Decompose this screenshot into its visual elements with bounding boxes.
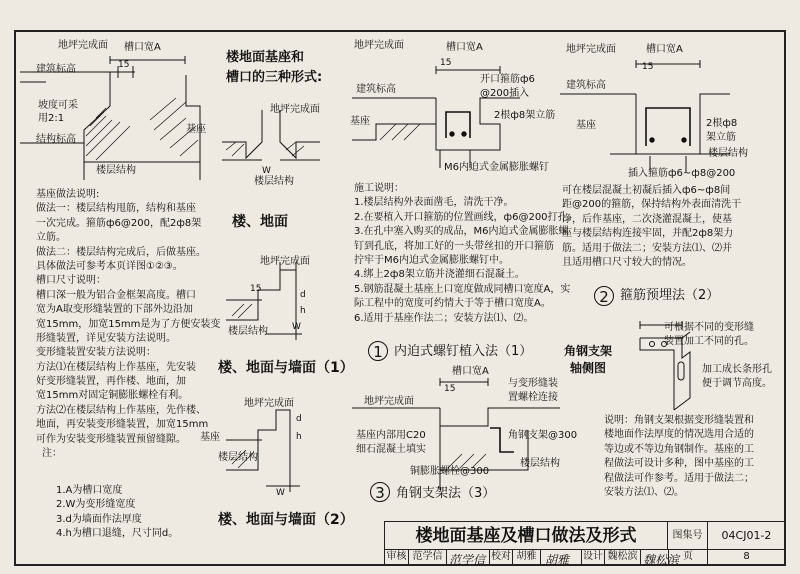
heading-line1: 楼地面基座和 [226, 50, 305, 65]
angle-desc-line: 程做法可作参考。适用于做法二； [604, 472, 754, 484]
checker-signature: 胡雅 [545, 553, 570, 567]
construction-title: 施工说明： [354, 183, 404, 194]
detail2-desc-line: 座与楼层结构连接牢固，并配2ф8架力 [562, 228, 734, 240]
wall2-label-structure: 楼层结构 [218, 452, 258, 463]
detail2-desc-line: 筋。适用于做法二；安装方法⑴、⑵并 [562, 242, 732, 254]
detail2-number: 2 [594, 286, 614, 306]
d2-label-insert: 插入箍筋ф6~ф8@200 [628, 168, 736, 179]
base-note-line: 可作为安装变形缝装置预留缝隙。 [36, 433, 186, 445]
base-note-line: 做法一：楼层结构甩筋，结构和基座 [36, 203, 196, 215]
note-item: 2.W为变形缝宽度 [56, 499, 136, 511]
check-label: 校对 [489, 550, 513, 566]
angle-desc-line: 说明：角钢支架根据变形缝装置和 [604, 415, 754, 426]
construction-line: 钉到孔底，将加工好的一头带丝扣的开口箍筋 [354, 240, 554, 252]
wall2-dim-d: d [296, 414, 302, 424]
d3-label-connect2: 置螺栓连接 [508, 392, 558, 403]
floor-label-surface: 地坪完成面 [270, 104, 320, 115]
angle-desc-line: 程做法可设计多种，图中基座的工 [604, 458, 754, 470]
drawing-title: 楼地面基座及槽口做法及形式 [385, 522, 668, 550]
base-note-line: 立筋。 [36, 232, 66, 244]
page-number: 8 [743, 551, 750, 562]
base-note-line: 基座做法说明: [36, 189, 100, 200]
detail2-desc-line: 净，后作基座，二次浇灌混凝土，使基 [562, 213, 732, 225]
note-item: 3.d为墙面作法厚度 [56, 513, 142, 525]
base-note-line: 变形缝装置安装方法说明： [36, 347, 156, 359]
left-label-building-elev: 建筑标高 [36, 64, 76, 75]
construction-line: 1.楼层结构外表面凿毛，清洗干净。 [354, 197, 514, 209]
detail3-number: 3 [370, 482, 390, 502]
left-label-base: 基座 [186, 124, 206, 135]
d2-label-15: 15 [642, 62, 654, 72]
angle-title2: 轴侧图 [570, 361, 607, 375]
d1-label-15: 15 [440, 58, 452, 68]
wall2-drawing [226, 410, 300, 492]
construction-line: 3.在孔中塞入购买的成品，M6内迫式金属膨胀螺 [354, 226, 569, 238]
base-note-line: 宽15mm对固定铜膨胀螺栓有利。 [36, 390, 189, 402]
wall1-dim-15: 15 [250, 284, 262, 294]
construction-notes [354, 182, 578, 326]
angle-desc-line: 安装方法⑴、⑵。 [604, 486, 684, 498]
wall1-label-structure: 楼层结构 [228, 326, 268, 337]
detail2-desc-line: 可在楼层混凝土初凝后插入ф6~ф8间 [562, 185, 731, 196]
base-notes-list [56, 484, 178, 542]
wall2-label-surface: 地坪完成面 [244, 398, 294, 409]
d3-label-connect1: 与变形缝装 [508, 378, 558, 389]
left-label-15: 15 [118, 60, 130, 70]
floor-label-structure: 楼层结构 [254, 176, 294, 187]
checker-name: 胡雅 [513, 550, 541, 566]
atlas-label: 图集号 [668, 522, 708, 550]
wall1-dim-d: d [300, 290, 306, 300]
title-block [384, 521, 784, 565]
caption-wall2: 楼、地面与墙面（2） [218, 512, 354, 528]
d3-label-base-c20b: 细石混凝土填实 [356, 444, 426, 455]
d3-label-15: 15 [444, 384, 456, 394]
d3-label-angle: 角钢支架@300 [508, 430, 578, 441]
caption-wall1: 楼、地面与墙面（1） [218, 360, 354, 376]
caption-floor: 楼、地面 [232, 214, 288, 230]
floor-label-w: W [262, 166, 271, 176]
detail2-desc-line: 且适用槽口尺寸较大的情况。 [562, 256, 692, 268]
note-item: 4.h为槽口退缝，尺寸同d。 [56, 528, 179, 540]
wall1-dim-w: W [292, 322, 301, 332]
design-label: 设计 [581, 550, 605, 566]
detail2-desc-line: 距@200的箍筋，保持结构外表面清洗干 [562, 199, 742, 211]
base-note-line: 具体做法可参考本页详图①②③。 [36, 260, 183, 272]
left-label-slope2: 用2:1 [38, 113, 65, 124]
angle-title1: 角钢支架 [564, 344, 613, 358]
left-label-slope: 坡度可采 [38, 100, 78, 111]
angle-desc-line: 等边或不等边角钢制作。基座的工 [604, 443, 754, 455]
wall2-label-base: 基座 [200, 432, 220, 443]
note-item: 1.A为槽口宽度 [56, 485, 123, 496]
d1-label-stirrup: 开口箍筋ф6 [480, 74, 535, 85]
base-notes [36, 188, 220, 461]
page-label: 页 [668, 550, 708, 566]
base-note-line: 做法二：楼层结构完成后，后做基座。 [36, 246, 206, 258]
base-note-line: 方法⑴在楼层结构上作基座，先安装 [36, 361, 196, 373]
d2-label-building-elev: 建筑标高 [566, 80, 606, 91]
d3-label-bolt: 铜膨胀螺栓@300 [410, 466, 490, 477]
detail3-caption: 角钢支架法（3） [396, 486, 496, 501]
angle-note-slot1: 加工成长条形孔 [702, 364, 772, 375]
detail1-caption: 内迫式螺钉植入法（1） [394, 344, 533, 359]
d1-label-rebar: 2根ф8架立筋 [494, 110, 556, 121]
wall2-dim-h: h [296, 432, 302, 442]
d3-label-slot-width: 槽口宽A [452, 366, 489, 377]
angle-note-holes2: 装置加工不同的孔。 [664, 336, 754, 347]
construction-line: 4.绑上2ф8架立筋并浇灌细石混凝土。 [354, 269, 525, 281]
d1-label-base: 基座 [350, 116, 370, 127]
d2-label-rebar1: 2根ф8 [706, 118, 738, 129]
angle-desc [604, 414, 754, 500]
d1-label-stirrup2: @200插入 [480, 88, 530, 99]
base-note-line: 方法⑵在楼层结构上作基座，先作楼、 [36, 404, 206, 416]
base-note-line: 注： [42, 448, 62, 460]
base-note-line: 好变形缝装置，再作楼、地面，加 [36, 376, 186, 388]
d3-label-floor-structure: 楼层结构 [520, 458, 560, 469]
base-note-line: 宽为A取变形缝装置的下部外边沿加 [36, 304, 193, 316]
detail2-drawing [560, 60, 730, 172]
d2-label-floor-structure: 楼层结构 [708, 148, 748, 159]
d1-label-slot-width: 槽口宽A [446, 42, 483, 53]
d3-label-surface: 地坪完成面 [364, 396, 414, 407]
detail1-number: 1 [368, 341, 388, 361]
base-note-line: 形缝装置，详见安装方法说明。 [36, 332, 176, 344]
left-label-floor-structure: 楼层结构 [96, 165, 136, 176]
atlas-number: 04CJ01-2 [708, 522, 785, 550]
reviewer-name: 范学信 [409, 550, 447, 566]
d2-label-slot-width: 槽口宽A [646, 44, 683, 55]
d3-label-base-c20a: 基座内部用C20 [356, 430, 426, 441]
d2-label-base: 基座 [576, 120, 596, 131]
construction-line: 际工程中的宽度可约情大于等于槽口宽度A。 [354, 298, 551, 310]
construction-line: 2.在要植入开口箍筋的位置画线，ф6@200打孔。 [354, 211, 578, 223]
reviewer-signature: 范学信 [449, 553, 486, 567]
base-note-line: 槽口尺寸说明： [36, 275, 106, 287]
angle-note-holes1: 可根据不同的变形缝 [664, 322, 754, 333]
construction-line: 6.适用于基座作法二；安装方法⑴、⑵。 [354, 312, 534, 324]
wall1-label-surface: 地坪完成面 [260, 256, 310, 267]
base-note-line: 一次完成。箍筋ф6@200，配2ф8架 [36, 217, 202, 229]
base-note-line: 槽口深一般为铝合金框架高度。槽口 [36, 289, 196, 301]
detail2-desc [562, 184, 741, 270]
d1-label-bolt: M6内迫式金属膨胀螺钉 [444, 162, 549, 173]
d1-label-surface: 地坪完成面 [354, 40, 404, 51]
designer-signature: 魏松滨 [643, 553, 680, 567]
detail2-caption: 箍筋预埋法（2） [620, 288, 720, 303]
construction-line: 拧牢于M6内迫式金属膨胀螺钉中。 [354, 254, 509, 266]
wall1-dim-h: h [300, 306, 306, 316]
angle-desc-line: 楼地面作法厚度的情况选用合适的 [604, 429, 754, 441]
left-label-surface: 地坪完成面 [58, 40, 108, 51]
d1-label-building-elev: 建筑标高 [356, 84, 396, 95]
construction-line: 5.钢筋混凝土基座上口宽度做成同槽口宽度A，实 [354, 283, 571, 295]
angle-note-slot2: 便于调节高度。 [702, 378, 772, 389]
base-note-line: 地面，再安装变形缝装置，加宽15mm [36, 419, 209, 431]
left-label-structure-elev: 结构标高 [36, 134, 76, 145]
heading-line2: 槽口的三种形式: [226, 70, 323, 85]
review-label: 审核 [385, 550, 409, 566]
wall2-dim-w: W [276, 488, 285, 498]
d2-label-surface: 地坪完成面 [566, 44, 616, 55]
designer-name: 魏松滨 [605, 550, 641, 566]
d2-label-rebar2: 架立筋 [706, 132, 736, 143]
base-note-line: 宽15mm，加宽15mm是为了方便安装变 [36, 318, 221, 330]
left-label-slot-width: 槽口宽A [124, 42, 161, 53]
floor-drawing [222, 110, 320, 160]
